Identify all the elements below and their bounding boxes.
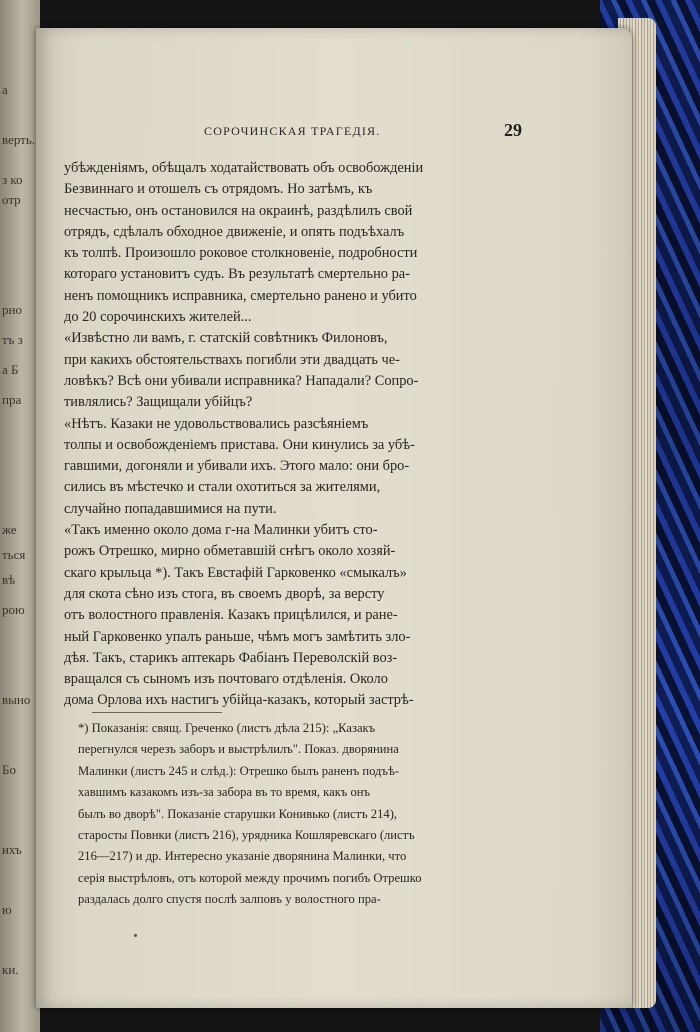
body-line: скаго крыльца *). Такъ Евстафій Гарковенко «смыкалъ» <box>64 564 407 581</box>
facing-page-fragment: Бо <box>2 762 16 777</box>
facing-page-fragment: вѣ <box>2 572 16 587</box>
facing-page-fragment: рою <box>2 602 25 617</box>
body-line: «Такъ именно около дома г-на Малинки убитъ сто- <box>64 522 378 539</box>
body-line: къ толпѣ. Произошло роковое столкновеніе, подробности <box>64 245 418 262</box>
facing-page-fragment: же <box>2 522 17 537</box>
body-line: тивлялись? Защищали убійцъ? <box>64 394 253 411</box>
body-line: ный Гарковенко упалъ раньше, чѣмъ могъ замѣтить зло- <box>64 628 411 645</box>
body-line: гавшими, догоняли и убивали ихъ. Этого мало: они бро- <box>64 458 410 475</box>
facing-page <box>0 0 40 1032</box>
facing-page-fragment: з ко <box>2 172 23 187</box>
body-line: Безвиннаго и отошелъ съ отрядомъ. Но затѣмъ, къ <box>64 181 373 198</box>
body-line: при какихъ обстоятельствахъ погибли эти двадцать че- <box>64 351 400 368</box>
body-line: «Нѣтъ. Казаки не удовольствовались разсѣяніемъ <box>64 415 369 432</box>
body-line: котораго установитъ судъ. Въ результатѣ смертельно ра- <box>64 266 410 283</box>
footnote-line: перегнулся черезъ заборъ и выстрѣлилъ". Показ. дворянина <box>78 742 399 757</box>
footnote-line: 216—217) и др. Интересно указаніе дворянина Малинки, что <box>78 849 407 864</box>
body-line: сились въ мѣстечко и стали охотиться за жителями, <box>64 479 381 496</box>
facing-page-fragment: пра <box>2 392 22 407</box>
facing-page-fragment: а <box>2 82 8 97</box>
body-line: дома Орлова ихъ настигъ убійца-казакъ, который застрѣ- <box>64 692 414 709</box>
body-line: несчастью, онъ остановился на окраинѣ, раздѣлилъ свой <box>64 202 413 219</box>
book-page <box>36 28 632 1008</box>
facing-page-fragment: ться <box>2 547 26 562</box>
ink-speck <box>134 934 137 937</box>
facing-page-fragment: верть. <box>2 132 36 147</box>
body-line: ловѣкъ? Всѣ они убивали исправника? Нападали? Сопро- <box>64 372 419 389</box>
body-line: для скота сѣно изъ стога, въ своемъ дворѣ, за версту <box>64 585 385 602</box>
footnote-line: хавшимъ казакомъ изъ-за забора въ то время, какъ онъ <box>78 785 371 800</box>
facing-page-fragment: ю <box>2 902 12 917</box>
facing-page-fragment: рно <box>2 302 22 317</box>
body-line: рожъ Отрешко, мирно обметавшій снѣгъ около хозяй- <box>64 543 396 560</box>
facing-page-fragment: отр <box>2 192 21 207</box>
facing-page-fragment: ихъ <box>2 842 22 857</box>
body-line: ненъ помощникъ исправника, смертельно ранено и убито <box>64 287 417 304</box>
footnote-line: старосты Повнки (листъ 216), урядника Кошляревскаго (листъ <box>78 827 415 842</box>
footnote-line: раздалась долго спустя послѣ залповъ у волостного пра- <box>78 892 381 907</box>
body-line: до 20 сорочинскихъ жителей... <box>64 309 252 326</box>
running-title: СОРОЧИНСКАЯ ТРАГЕДІЯ. <box>204 124 381 138</box>
footnote <box>78 718 540 911</box>
footnote-line: Малинки (листъ 245 и слѣд.): Отрешко былъ раненъ подъѣ- <box>78 763 399 778</box>
body-line: дѣя. Такъ, старикъ аптекарь Фабіанъ Переволскій воз- <box>64 649 398 666</box>
facing-page-fragment: а Б <box>2 362 19 377</box>
facing-page-fragment: выно <box>2 692 31 707</box>
page-header <box>36 120 632 148</box>
footnote-line: серія выстрѣловъ, отъ которой между прочимъ погибъ Отрешко <box>78 870 422 885</box>
body-line: убѣжденіямъ, обѣщалъ ходатайствовать объ освобожденіи <box>64 160 424 176</box>
body-line: случайно попадавшимися на пути. <box>64 500 277 517</box>
body-line: «Извѣстно ли вамъ, г. статскій совѣтникъ Филоновъ, <box>64 330 388 347</box>
facing-page-fragment: ки. <box>2 962 19 977</box>
body-line: отъ волостного правленія. Казакъ прицѣлился, и ране- <box>64 607 398 624</box>
body-text <box>64 158 534 712</box>
page-number: 29 <box>504 120 522 140</box>
facing-page-fragment: тъ з <box>2 332 23 347</box>
footnote-line: *) Показанія: свящ. Греченко (листъ дѣла 215): „Казакъ <box>78 721 376 735</box>
body-line: толпы и освобожденіемъ пристава. Они кинулись за убѣ- <box>64 436 415 453</box>
body-line: отрядъ, сдѣлалъ обходное движеніе, и опять подъѣхалъ <box>64 223 405 240</box>
body-line: вращался съ сыномъ изъ почтоваго отдѣленія. Около <box>64 671 388 688</box>
footnote-rule <box>92 712 222 713</box>
footnote-line: былъ во дворѣ". Показаніе старушки Конивько (листъ 214), <box>78 806 398 821</box>
